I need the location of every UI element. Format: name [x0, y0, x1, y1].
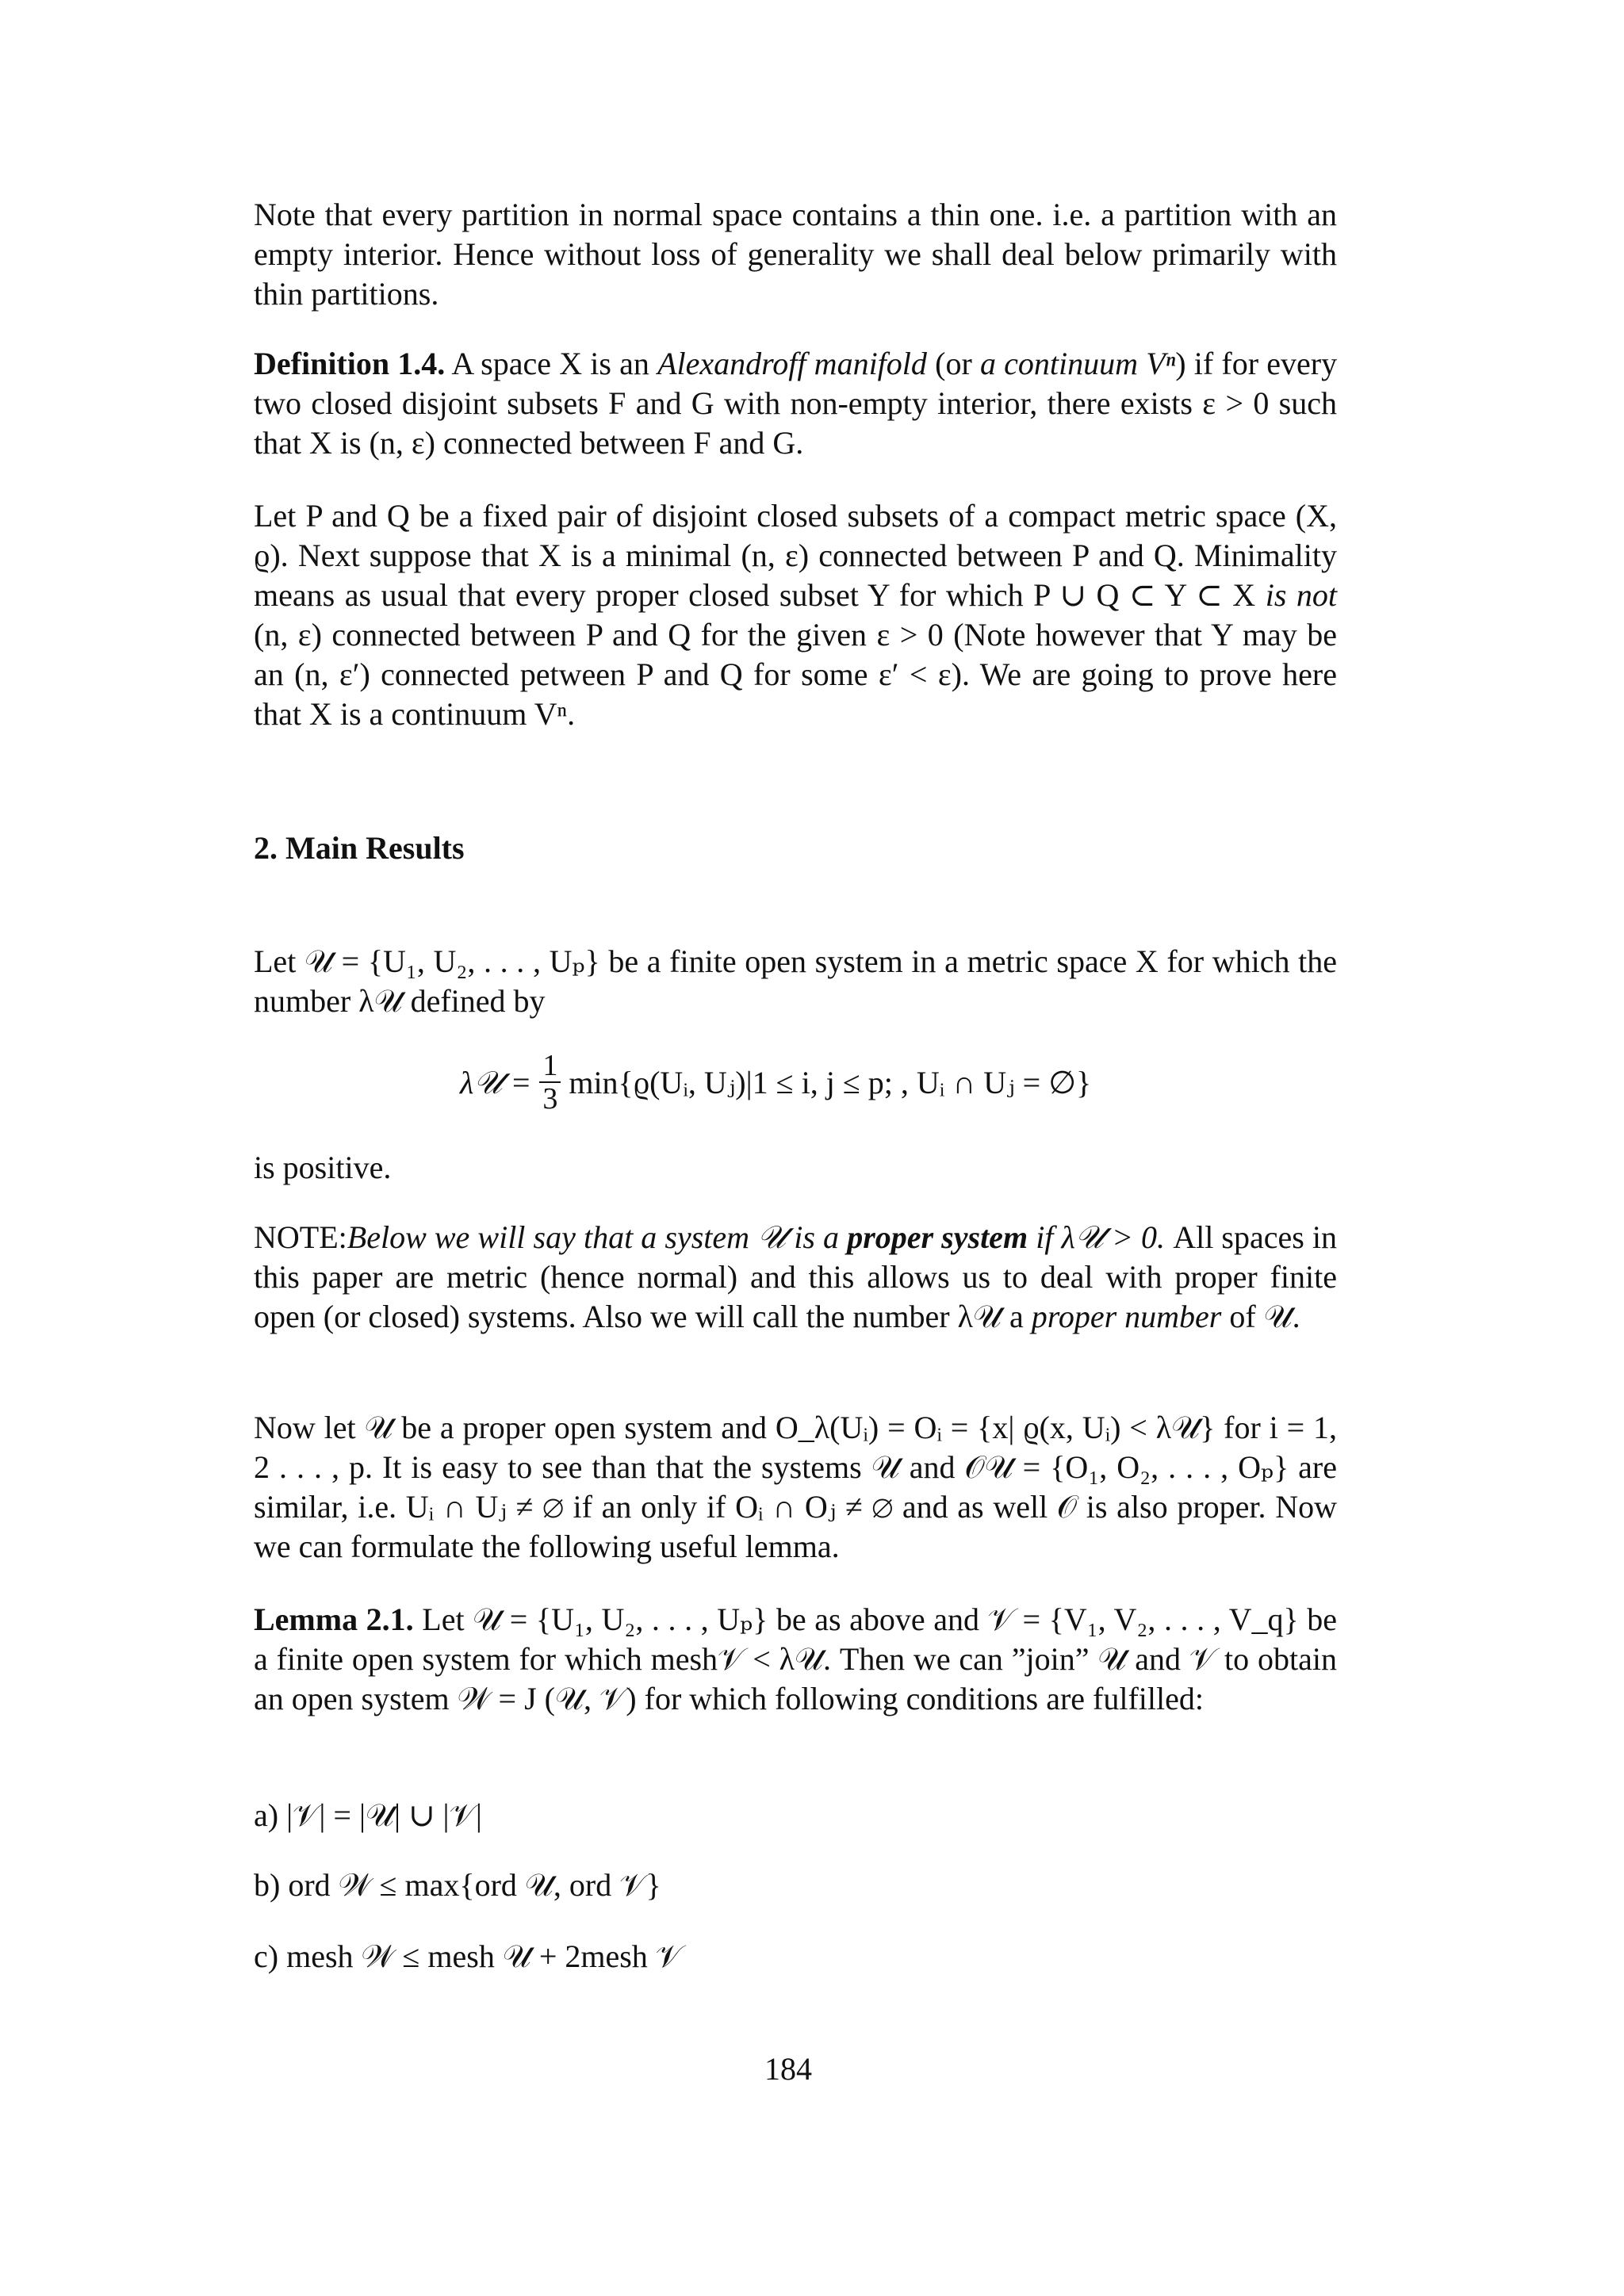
definition-term-continuum: a continuum Vⁿ — [979, 346, 1176, 381]
note-proper-system: proper system — [847, 1219, 1028, 1255]
note-text-a: Below we will say that a system 𝒰 is a — [347, 1219, 840, 1255]
definition-label: Definition 1.4. — [254, 346, 446, 381]
display-formula-lambda — [460, 1050, 1091, 1115]
paragraph-minimal-is-not: is not — [1265, 577, 1337, 613]
page-number: 184 — [764, 2051, 812, 2087]
lemma-condition-a: a) |𝒱| = |𝒰| ∪ |𝒱| — [254, 1797, 482, 1833]
formula-denominator: 3 — [542, 1082, 558, 1115]
formula-lhs: λ𝒰 = — [460, 1064, 532, 1100]
lemma-condition-b: b) ord 𝒲 ≤ max{ord 𝒰, ord 𝒱} — [254, 1867, 661, 1903]
note-label: NOTE: — [254, 1219, 347, 1255]
formula-rhs: min{ϱ(Uᵢ, Uⱼ)|1 ≤ i, j ≤ p; , Uᵢ ∩ Uⱼ = ∅} — [569, 1064, 1092, 1100]
lemma-label: Lemma 2.1. — [254, 1601, 414, 1637]
definition-text-e: ) if for every two closed disjoint subsets F and G with non-empty interior, there exists ε > 0 such that X is (n, ε) connected between F and G. — [254, 346, 1338, 461]
paragraph-minimal-c: (n, ε) connected between P and Q for the given ε > 0 (Note however that Y may be an (n, ε′) connected petween P and Q for some ε′ < ε). We are going to prove here that X is a continuum Vⁿ. — [254, 617, 1337, 732]
definition-text-a: A space X is an — [451, 346, 649, 381]
note-text-f: of 𝒰. — [1229, 1299, 1300, 1334]
note-paragraph — [254, 1218, 1337, 1337]
paragraph-is-positive: is positive. — [254, 1150, 392, 1185]
paragraph-minimal-connected — [254, 496, 1337, 734]
lemma-condition-c: c) mesh 𝒲 ≤ mesh 𝒰 + 2mesh 𝒱 — [254, 1938, 683, 1974]
lemma-text: Let 𝒰 = {U₁, U₂, . . . , Uₚ} be as above and 𝒱 = {V₁, V₂, . . . , V_q} be a finite open system for which mesh𝒱 < λ𝒰. Then we can ”join” 𝒰 and 𝒱 to obtain an open system 𝒲 = J (𝒰, 𝒱) for which following conditions are fulfilled: — [254, 1601, 1338, 1716]
note-proper-number: proper number — [1031, 1299, 1222, 1334]
note-text-c: if λ𝒰 > 0. — [1036, 1219, 1166, 1255]
definition-term: Alexandroff manifold — [657, 346, 927, 381]
paragraph-minimal-a: Let P and Q be a fixed pair of disjoint closed subsets of a compact metric space (X, ϱ). Next suppose that X is a minimal (n, ε) connected between P and Q. Minimality means as usual that every proper closed subset Y for which P ∪ Q ⊂ Y ⊂ X — [254, 498, 1337, 613]
lemma-2-1 — [254, 1600, 1337, 1719]
paragraph-finite-open-system: Let 𝒰 = {U₁, U₂, . . . , Uₚ} be a finite open system in a metric space X for which the number λ𝒰 defined by — [254, 943, 1337, 1019]
paragraph-similar-systems: Now let 𝒰 be a proper open system and O_λ(Uᵢ) = Oᵢ = {x| ϱ(x, Uᵢ) < λ𝒰} for i = 1, 2 . . . , p. It is easy to see than that the systems 𝒰 and 𝒪𝒰 = {O₁, O₂, . . . , Oₚ} are similar, i.e. Uᵢ ∩ Uⱼ ≠ ∅ if an only if Oᵢ ∩ Oⱼ ≠ ∅ and as well 𝒪 is also proper. Now we can formulate the following useful lemma. — [254, 1410, 1337, 1564]
note-text-d: All spaces in this paper are metric (hence normal) and this allows us to deal with proper finite open (or closed) systems. Also we will call the number λ𝒰 a — [254, 1219, 1338, 1334]
definition-1-4 — [254, 344, 1337, 463]
formula-fraction — [539, 1050, 561, 1115]
paragraph-thin-partitions: Note that every partition in normal space contains a thin one. i.e. a partition with an empty interior. Hence without loss of generality we shall deal below primarily with thin partitions. — [254, 197, 1337, 312]
formula-numerator: 1 — [539, 1050, 561, 1083]
definition-text-c: (or — [935, 346, 972, 381]
section-heading: 2. Main Results — [254, 830, 465, 866]
